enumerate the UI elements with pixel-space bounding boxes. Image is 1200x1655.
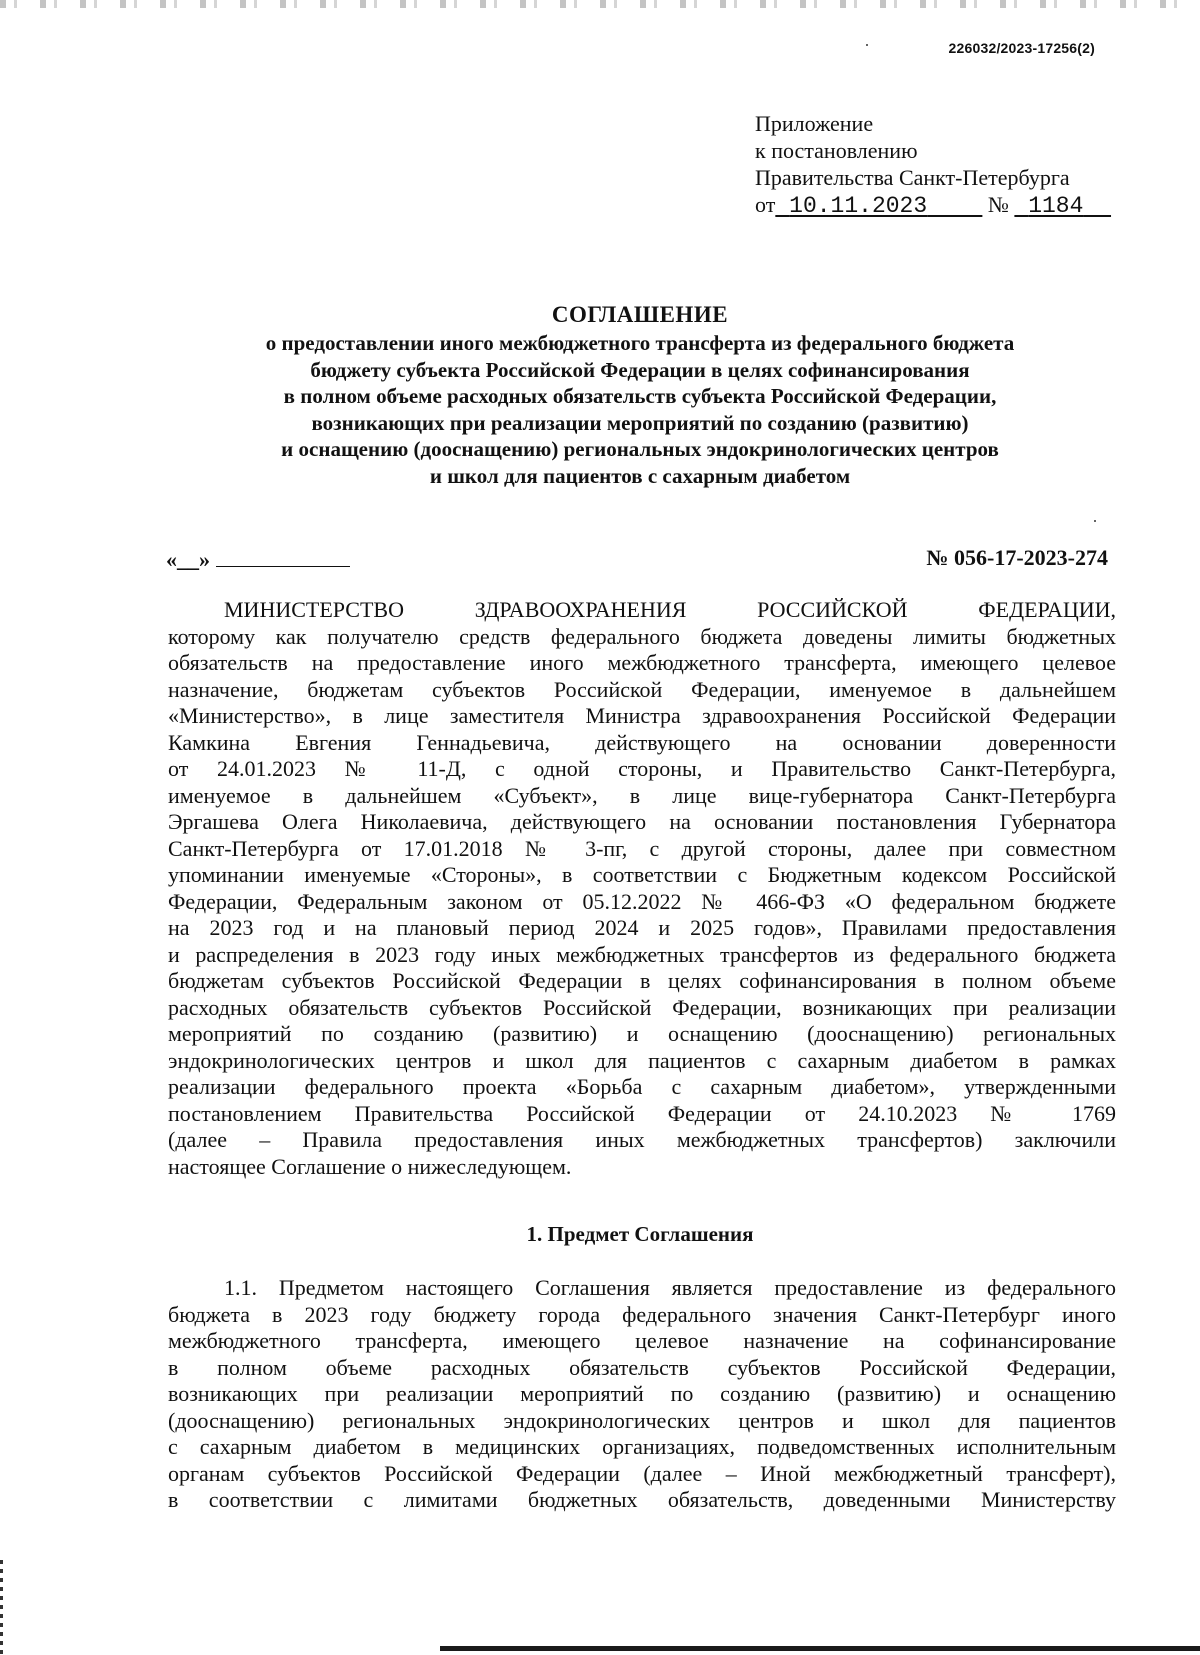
paragraph-line: эндокринологических центров и школ для пациентов с сахарным диабетом в рамках: [168, 1047, 1116, 1073]
paragraph-line: в полном объеме расходных обязательств субъектов Российской Федерации,: [168, 1354, 1116, 1380]
scan-edge-top: [0, 0, 1200, 8]
title-line: возникающих при реализации мероприятий по созданию (развитию): [311, 410, 969, 435]
agreement-date-placeholder: «__»: [166, 547, 210, 572]
paragraph-line: на 2023 год и на плановый период 2024 и 2025 годов», Правилами предоставления: [168, 915, 1116, 940]
title-main: СОГЛАШЕНИЕ: [551, 302, 729, 327]
appendix-date: 10.11.2023: [789, 193, 928, 219]
title-line: о предоставлении иного межбюджетного трансферта из федерального бюджета: [265, 331, 1015, 355]
agreement-title: [160, 300, 1120, 489]
title-line: бюджету субъекта Российской Федерации в целях софинансирования: [310, 357, 970, 382]
title-line: и оснащению (дооснащению) региональных эндокринологических центров: [281, 437, 999, 461]
paragraph-line: и распределения в 2023 году иных межбюджетных трансфертов из федерального бюджета: [168, 941, 1116, 967]
appendix-block: [755, 110, 1111, 220]
paragraph-line: (дооснащению) региональных эндокринологических центров и школ для пациентов: [168, 1407, 1116, 1433]
appendix-number: 1184: [1028, 193, 1084, 219]
paragraph-line: в соответствии с лимитами бюджетных обязательств, доведенными Министерству: [168, 1487, 1116, 1512]
scan-edge-left: [0, 1560, 3, 1655]
paragraph-line: (далее – Правила предоставления иных межбюджетных трансфертов) заключили: [168, 1127, 1116, 1152]
paragraph-line: органам субъектов Российской Федерации (далее – Иной межбюджетный трансферт),: [168, 1460, 1116, 1486]
paragraph-line: Камкина Евгения Геннадьевича, действующего на основании доверенности: [168, 729, 1116, 755]
paragraph-line: постановлением Правительства Российской Федерации от 24.10.2023 № 1769: [168, 1100, 1116, 1126]
clause-1-1: [168, 1275, 1116, 1514]
appendix-line-3: Правительства Санкт-Петербурга: [755, 165, 1070, 190]
document-id: 226032/2023-17256(2): [948, 40, 1095, 56]
paragraph-line: расходных обязательств субъектов Российской Федерации, возникающих при реализации: [168, 994, 1116, 1020]
paragraph-line: 1.1. Предметом настоящего Соглашения является предоставление из федерального: [224, 1275, 1116, 1300]
section-heading: 1. Предмет Соглашения: [526, 1222, 754, 1246]
paragraph-line: МИНИСТЕРСТВО ЗДРАВООХРАНЕНИЯ РОССИЙСКОЙ ФЕДЕРАЦИИ,: [224, 597, 1116, 622]
paragraph-line: «Министерство», в лице заместителя Министра здравоохранения Российской Федерации: [168, 703, 1116, 728]
paragraph-line: возникающих при реализации мероприятий по созданию (развитию) и оснащению: [168, 1381, 1116, 1406]
scan-speck: [1094, 520, 1096, 522]
agreement-date-blank: [216, 548, 350, 567]
paragraph-line: мероприятий по созданию (развитию) и оснащению (дооснащению) региональных: [168, 1021, 1116, 1046]
appendix-line-2: к постановлению: [755, 138, 918, 163]
title-line: и школ для пациентов с сахарным диабетом: [429, 463, 851, 488]
paragraph-line: Федерации, Федеральным законом от 05.12.2022 № 466-ФЗ «О федеральном бюджете: [168, 888, 1116, 914]
paragraph-line: назначение, бюджетам субъектов Российской Федерации, именуемое в дальнейшем: [168, 676, 1116, 702]
paragraph-line: Эргашева Олега Николаевича, действующего на основании постановления Губернатора: [168, 809, 1116, 834]
paragraph-line: бюджетам субъектов Российской Федерации в целях софинансирования в полном объеме: [168, 968, 1116, 993]
scan-speck: [866, 44, 868, 46]
agreement-number: № 056-17-2023-274: [926, 545, 1108, 570]
scan-edge-bottom: [440, 1646, 1200, 1651]
paragraph-line: упоминании именуемые «Стороны», в соответствии с Бюджетным кодексом Российской: [168, 862, 1116, 887]
intro-paragraph: [168, 597, 1116, 1180]
agreement-date-field: [166, 547, 350, 573]
paragraph-line: обязательств на предоставление иного межбюджетного трансферта, имеющего целевое: [168, 650, 1116, 675]
appendix-number-label: №: [987, 192, 1009, 217]
paragraph-line: реализации федерального проекта «Борьба с сахарным диабетом», утвержденными: [168, 1074, 1116, 1099]
paragraph-line: бюджета в 2023 году бюджету города федерального значения Санкт-Петербург иного: [168, 1301, 1116, 1327]
appendix-date-line: [755, 191, 1111, 220]
appendix-from-label: от: [755, 192, 776, 217]
title-line: в полном объеме расходных обязательств субъекта Российской Федерации,: [283, 384, 997, 408]
paragraph-line: Санкт-Петербурга от 17.01.2018 № 3-пг, с другой стороны, далее при совместном: [168, 835, 1116, 861]
paragraph-line: межбюджетного трансферта, имеющего целевое назначение на софинансирование: [168, 1328, 1116, 1353]
paragraph-line: с сахарным диабетом в медицинских организациях, подведомственных исполнительным: [168, 1434, 1116, 1459]
appendix-line-1: Приложение: [755, 111, 874, 136]
paragraph-line: настоящее Соглашение о нижеследующем.: [168, 1153, 572, 1179]
paragraph-line: именуемое в дальнейшем «Субъект», в лице вице-губернатора Санкт-Петербурга: [168, 782, 1116, 808]
paragraph-line: которому как получателю средств федерального бюджета доведены лимиты бюджетных: [168, 623, 1116, 649]
paragraph-line: от 24.01.2023 № 11-Д, с одной стороны, и Правительство Санкт-Петербурга,: [168, 756, 1116, 781]
